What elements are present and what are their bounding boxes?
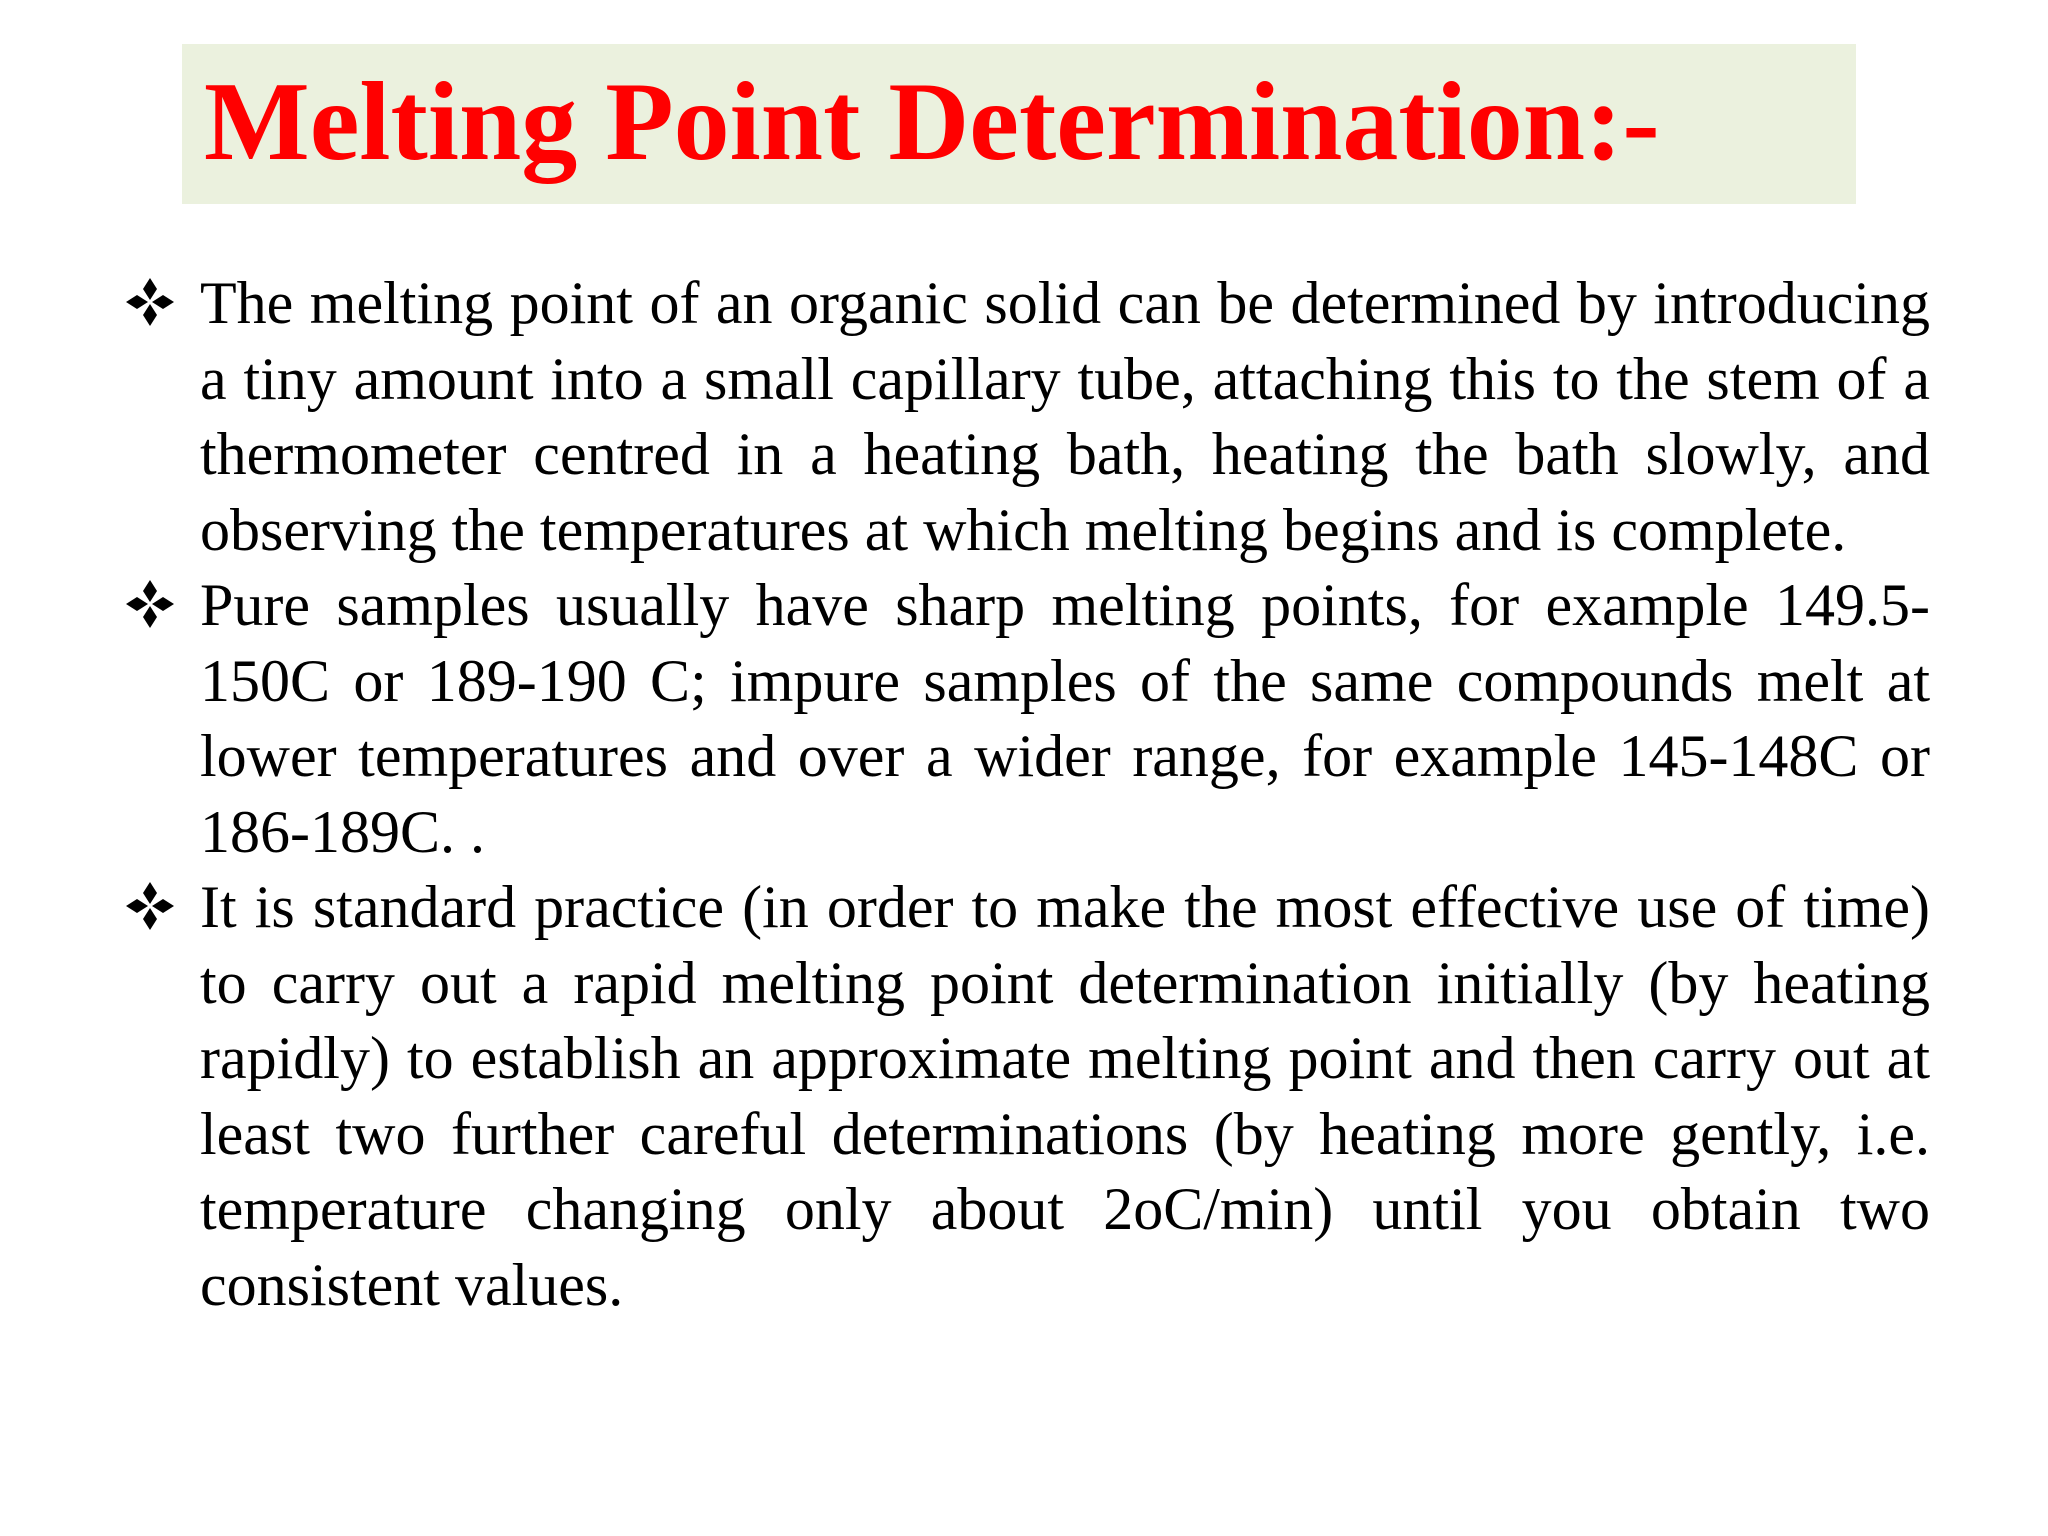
four-diamond-bullet-icon bbox=[124, 578, 176, 630]
bullet-text: It is standard practice (in order to make the most effective use of time) to carry out a rapid melting point determination initially (by heating rapidly) to establish an approximate melting point and then carry out at least two further careful determinations (by heating more gently, i.e. temperature changing only about 2oC/min) until you obtain two consistent values. bbox=[200, 874, 1930, 1318]
four-diamond-bullet-icon bbox=[124, 276, 176, 328]
bullet-item bbox=[120, 870, 1930, 1323]
bullet-list bbox=[120, 266, 1930, 1323]
slide-title: Melting Point Determination:- bbox=[204, 60, 1660, 184]
bullet-item bbox=[120, 266, 1930, 568]
bullet-item bbox=[120, 568, 1930, 870]
title-banner bbox=[182, 44, 1856, 204]
bullet-text: Pure samples usually have sharp melting points, for example 149.5-150C or 189-190 C; impure samples of the same compounds melt at lower temperatures and over a wider range, for example 145-148C or 186-189C. . bbox=[200, 572, 1930, 865]
four-diamond-bullet-icon bbox=[124, 880, 176, 932]
bullet-text: The melting point of an organic solid can be determined by introducing a tiny amount into a small capillary tube, attaching this to the stem of a thermometer centred in a heating bath, heating the bath slowly, and observing the temperatures at which melting begins and is complete. bbox=[200, 270, 1930, 563]
